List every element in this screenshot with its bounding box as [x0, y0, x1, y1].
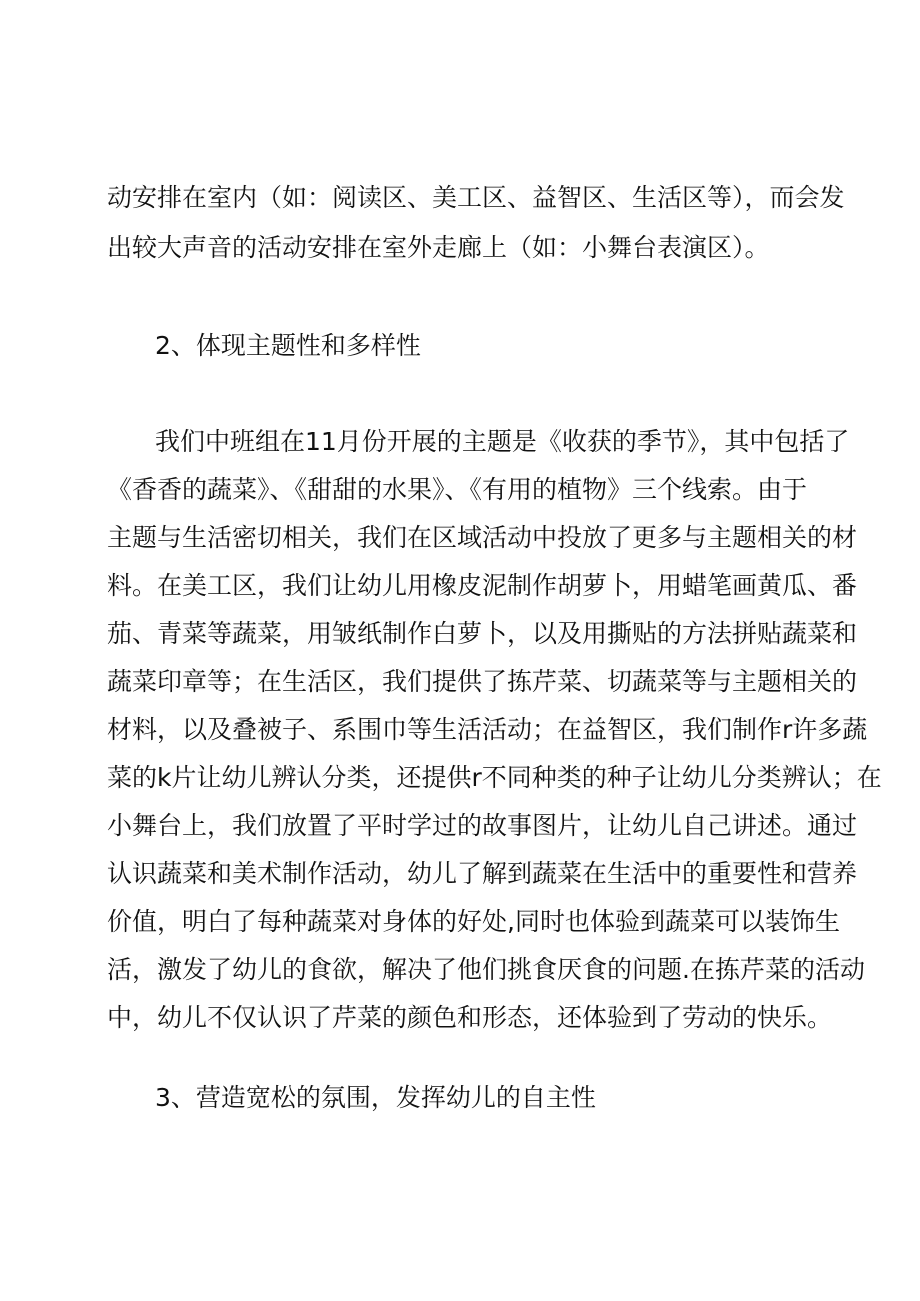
section-3-heading: 3、营造宽松的氛围，发挥幼儿的自主性: [155, 1083, 596, 1112]
section-2-line-10: 认识蔬菜和美术制作活动，幼儿了解到蔬菜在生活中的重要性和营养: [107, 859, 858, 888]
section-2-line-8: 菜的k片让幼儿辨认分类，还提供r不同种类的种子让幼儿分类辨认；在: [107, 763, 882, 792]
section-2-line-2: 《香香的蔬菜》、《甜甜的水果》、《有用的植物》三个线索。由于: [107, 475, 808, 504]
section-2-line-4: 料。在美工区，我们让幼儿用橡皮泥制作胡萝卜，用蜡笔画黄瓜、番: [107, 571, 858, 600]
section-2-heading: 2、体现主题性和多样性: [155, 331, 421, 360]
section-2-line-5: 茄、青菜等蔬菜，用皱纸制作白萝卜，以及用撕贴的方法拼贴蔬菜和: [107, 619, 858, 648]
section-2-line-7: 材料，以及叠被子、系围巾等生活活动；在益智区，我们制作r许多蔬: [107, 715, 868, 744]
section-2-line-12: 活，激发了幼儿的食欲，解决了他们挑食厌食的问题.在拣芹菜的活动: [107, 955, 865, 984]
section-2-line-13: 中，幼儿不仅认识了芹菜的颜色和形态，还体验到了劳动的快乐。: [107, 1003, 833, 1032]
section-2-line-9: 小舞台上，我们放置了平时学过的故事图片，让幼儿自己讲述。通过: [107, 811, 858, 840]
section-2-line-6: 蔬菜印章等；在生活区，我们提供了拣芹菜、切蔬菜等与主题相关的: [107, 667, 858, 696]
section-2-line-3: 主题与生活密切相关，我们在区域活动中投放了更多与主题相关的材: [107, 523, 858, 552]
section-2-line-11: 价值，明白了每种蔬菜对身体的好处,同时也体验到蔬菜可以装饰生: [107, 907, 840, 936]
intro-line-2: 出较大声音的活动安排在室外走廊上（如：小舞台表演区）。: [107, 233, 770, 262]
section-2-line-1: 我们中班组在11月份开展的主题是《收获的季节》，其中包括了: [155, 427, 850, 456]
intro-line-1: 动安排在室内（如：阅读区、美工区、益智区、生活区等），而会发: [107, 183, 845, 212]
